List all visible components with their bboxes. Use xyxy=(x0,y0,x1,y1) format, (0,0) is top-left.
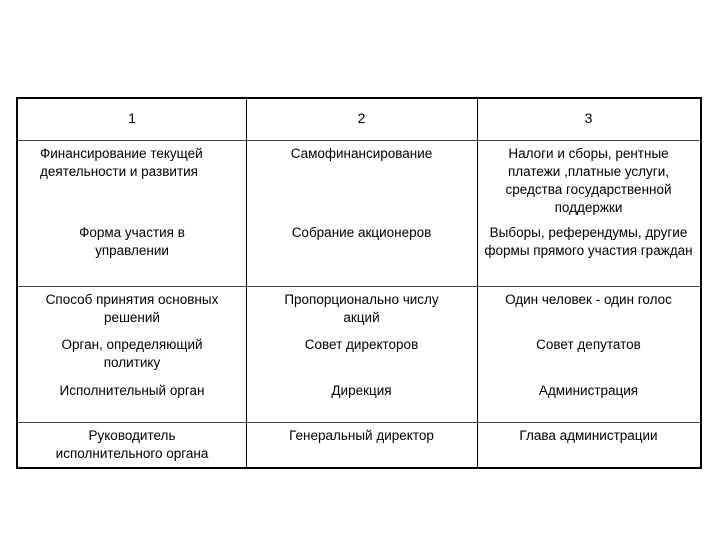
row-5-col-2: Дирекция xyxy=(331,383,392,398)
table-row xyxy=(18,332,700,378)
table-header-row xyxy=(18,99,700,140)
row-4-col-1: Орган, определяющий политику xyxy=(61,337,203,370)
row-4-col-3: Совет депутатов xyxy=(536,337,641,352)
header-col-3: 3 xyxy=(584,110,593,126)
row-4-col-2: Совет директоров xyxy=(304,337,419,352)
table-row xyxy=(18,140,700,220)
row-2-col-2: Собрание акционеров xyxy=(291,225,432,240)
row-5-col-1: Исполнительный орган xyxy=(59,383,205,398)
row-1-col-1: Финансирование текущей деятельности и развития xyxy=(40,146,203,179)
row-2-col-3: Выборы, референдумы, другие формы прямого участия граждан xyxy=(484,225,693,258)
row-6-col-3: Глава администрации xyxy=(519,428,658,443)
table-row xyxy=(18,378,700,422)
row-3-col-2: Пропорционально числу акций xyxy=(284,292,439,325)
header-col-1: 1 xyxy=(128,110,136,126)
header-col-2: 2 xyxy=(357,110,366,126)
row-5-col-3: Администрация xyxy=(538,383,639,398)
row-1-col-3: Налоги и сборы, рентные платежи ,платные услуги, средства государственной поддержки xyxy=(505,146,672,215)
column-divider xyxy=(246,99,247,467)
table-row xyxy=(18,220,700,286)
row-6-col-2: Генеральный директор xyxy=(289,428,434,443)
table-row xyxy=(18,286,700,332)
row-3-col-1: Способ принятия основных решений xyxy=(45,292,219,325)
table-row xyxy=(18,422,700,467)
row-6-col-1: Руководитель исполнительного органа xyxy=(55,428,209,461)
comparison-table xyxy=(16,97,702,469)
row-1-col-2: Самофинансирование xyxy=(290,146,433,161)
column-divider xyxy=(477,99,478,467)
row-3-col-3: Один человек - один голос xyxy=(505,292,672,307)
row-2-col-1: Форма участия в управлении xyxy=(79,225,185,258)
